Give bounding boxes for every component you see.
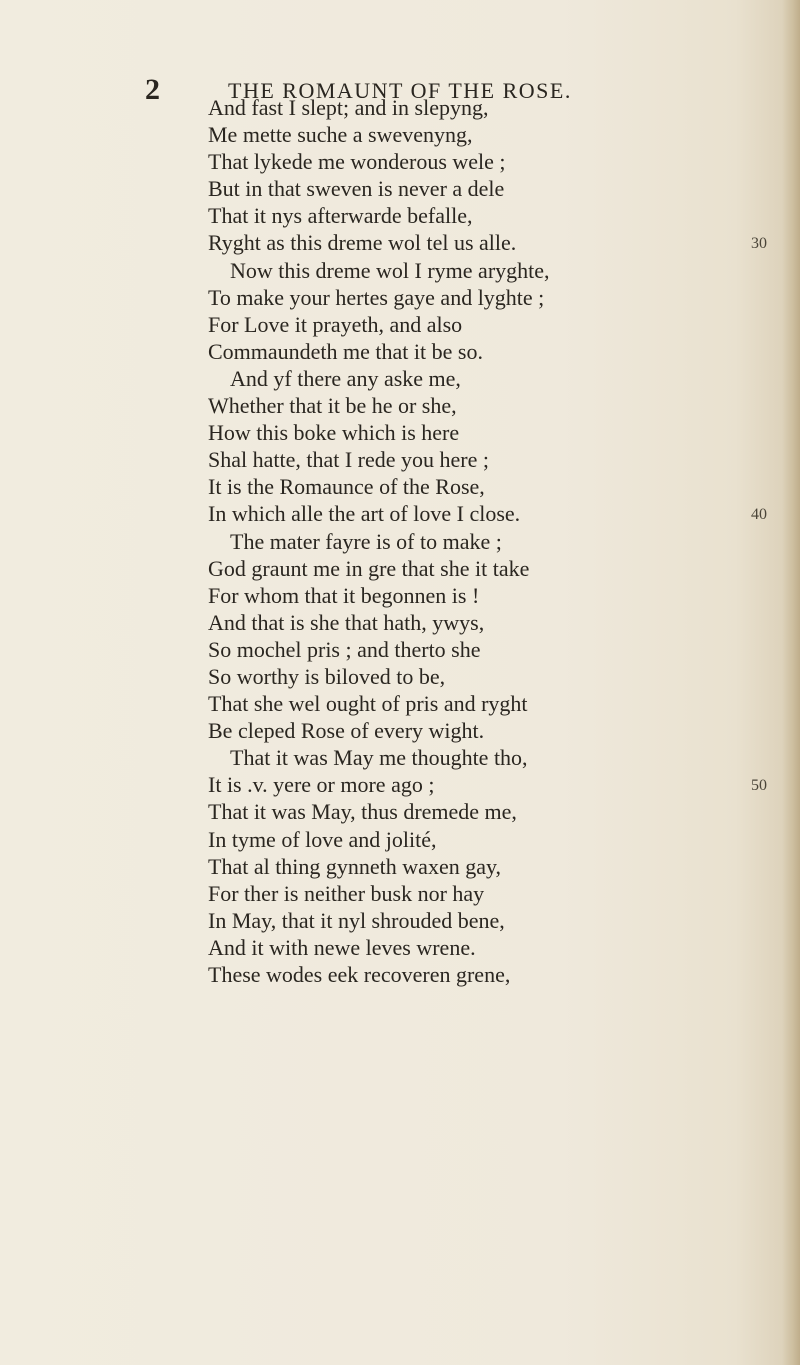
verse-line xyxy=(0,446,800,473)
verse-line-text: Commaundeth me that it be so. xyxy=(208,338,483,364)
verse-line xyxy=(0,609,800,636)
verse-line xyxy=(0,148,800,175)
verse-line xyxy=(0,121,800,148)
verse-line xyxy=(0,473,800,500)
verse-line xyxy=(0,528,800,555)
verse-line xyxy=(0,907,800,934)
verse-line xyxy=(0,311,800,338)
verse-line-text: Me mette suche a swevenyng, xyxy=(208,122,473,148)
verse-line xyxy=(0,744,800,771)
verse-line xyxy=(0,284,800,311)
line-number: 30 xyxy=(751,235,767,253)
verse-line xyxy=(0,229,800,256)
verse-line-text: That lykede me wonderous wele ; xyxy=(208,149,506,175)
verse-line xyxy=(0,94,800,121)
verse-line-text: It is the Romaunce of the Rose, xyxy=(208,474,485,500)
verse-line xyxy=(0,826,800,853)
verse-line-text: That it was May me thoughte tho, xyxy=(230,745,528,771)
line-number: 50 xyxy=(751,777,767,795)
verse-line-text: How this boke which is here xyxy=(208,420,460,446)
verse-line-text: To make your hertes gaye and lyghte ; xyxy=(208,284,545,310)
verse-line-text: That it was May, thus dremede me, xyxy=(208,799,517,825)
verse-line xyxy=(0,555,800,582)
verse-line-text: So worthy is biloved to be, xyxy=(208,663,446,689)
verse-line-text: In May, that it nyl shrouded bene, xyxy=(208,907,505,933)
verse-line-text: The mater fayre is of to make ; xyxy=(230,528,502,554)
verse-line-text: God graunt me in gre that she it take xyxy=(208,555,530,581)
verse-line xyxy=(0,663,800,690)
verse-line-text: For whom that it begonnen is ! xyxy=(208,582,480,608)
verse-line-text: In tyme of love and jolité, xyxy=(208,826,437,852)
verse-line-text: But in that sweven is never a dele xyxy=(208,176,505,202)
verse-line xyxy=(0,365,800,392)
verse-line xyxy=(0,392,800,419)
verse-line xyxy=(0,961,800,988)
running-title: THE ROMAUNT OF THE ROSE. xyxy=(228,78,572,103)
verse-line xyxy=(0,175,800,202)
line-number: 40 xyxy=(751,506,767,524)
verse-line-text: And yf there any aske me, xyxy=(230,365,461,391)
verse-line xyxy=(0,853,800,880)
verse-line-text: These wodes eek recoveren grene, xyxy=(208,962,511,987)
verse-line-text: Shal hatte, that I rede you here ; xyxy=(208,447,490,473)
verse-line xyxy=(0,690,800,717)
verse-line xyxy=(0,798,800,825)
verse-line-text: Ryght as this dreme wol tel us alle. xyxy=(208,230,517,256)
verse-line-text: It is .v. yere or more ago ; xyxy=(208,772,435,798)
verse-line xyxy=(0,419,800,446)
verse-line xyxy=(0,257,800,284)
verse-line xyxy=(0,338,800,365)
verse-line-text: For ther is neither busk nor hay xyxy=(208,880,485,906)
page-number: 2 xyxy=(145,73,160,106)
verse-line xyxy=(0,934,800,961)
poem-text xyxy=(0,94,800,988)
verse-line-text: Now this dreme wol I ryme aryghte, xyxy=(230,257,550,283)
verse-line xyxy=(0,582,800,609)
verse-line-text: That al thing gynneth waxen gay, xyxy=(208,853,502,879)
verse-line-text: That it nys afterwarde befalle, xyxy=(208,203,473,229)
verse-line-text: And that is she that hath, ywys, xyxy=(208,609,485,635)
verse-line-text: That she wel ought of pris and ryght xyxy=(208,691,528,717)
verse-line-text: For Love it prayeth, and also xyxy=(208,311,463,337)
verse-line xyxy=(0,202,800,229)
verse-line-text: So mochel pris ; and therto she xyxy=(208,636,481,662)
verse-line-text: And fast I slept; and in slepyng, xyxy=(208,95,489,120)
verse-line xyxy=(0,500,800,527)
verse-line-text: And it with newe leves wrene. xyxy=(208,934,476,960)
verse-line-text: Whether that it be he or she, xyxy=(208,393,457,419)
verse-line xyxy=(0,771,800,798)
verse-line xyxy=(0,717,800,744)
verse-line xyxy=(0,636,800,663)
verse-line xyxy=(0,880,800,907)
verse-line-text: Be cleped Rose of every wight. xyxy=(208,718,485,744)
verse-line-text: In which alle the art of love I close. xyxy=(208,501,521,527)
